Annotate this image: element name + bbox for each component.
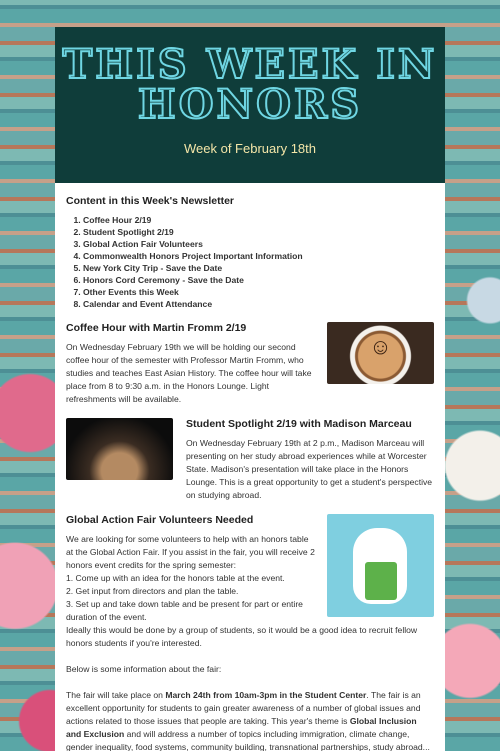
student-spotlight-section	[66, 418, 434, 502]
fair-group-note: Ideally this would be done by a group of students, so it would be a good idea to recruit fellow honors students if you're interested.	[66, 625, 418, 648]
fair-details-text: and will address a number of topics including immigration, climate change, gender inequality, food systems, community building, transnational partnerships, study abroad...	[66, 729, 430, 751]
toc-item[interactable]: 3. Global Action Fair Volunteers	[83, 238, 434, 250]
toc-item[interactable]: 5. New York City Trip - Save the Date	[83, 262, 434, 274]
newsletter-title: THIS WEEK IN HONORS	[62, 41, 438, 128]
fair-more-info: Below is some information about the fair:	[66, 664, 222, 674]
newsletter-content	[55, 183, 445, 751]
toc-item[interactable]: 7. Other Events this Week	[83, 286, 434, 298]
fair-details-text: The fair will take place on	[66, 690, 166, 700]
coffee-hour-heading: Coffee Hour with Martin Fromm 2/19	[66, 322, 247, 334]
toc-heading: Content in this Week's Newsletter	[66, 195, 235, 207]
coffee-hour-section	[66, 322, 434, 406]
spotlight-heading: Student Spotlight 2/19 with Madison Marceau	[186, 418, 412, 430]
coffee-hour-body: On Wednesday February 19th we will be holding our second coffee hour of the semester with Professor Martin Fromm, who studies and teaches East Asian History. The coffee hour will take place from 8 to 9:30 a.m. in the Honors Lounge. Light refreshments will be available.	[66, 342, 312, 404]
toc-item[interactable]: 2. Student Spotlight 2/19	[83, 226, 434, 238]
fair-date-location: March 24th from 10am-3pm in the Student Center	[165, 690, 367, 700]
fair-intro: We are looking for some volunteers to help with an honors table at the Global Action Fair. If you assist in the fair, you will receive 2 honors event credits for the spring semester:	[66, 534, 315, 570]
fair-step: 2. Get input from directors and plan the table.	[66, 586, 239, 596]
toc-item[interactable]: 6. Honors Cord Ceremony - Save the Date	[83, 274, 434, 286]
toc-item[interactable]: 8. Calendar and Event Attendance	[83, 298, 434, 310]
green-hand-image	[327, 514, 434, 617]
newsletter-card	[55, 27, 445, 751]
toc-item[interactable]: 1. Coffee Hour 2/19	[83, 214, 434, 226]
green-city-graphic	[365, 562, 397, 600]
global-action-fair-section	[66, 514, 434, 624]
fair-step: 3. Set up and take down table and be present for part or entire duration of the event.	[66, 599, 303, 622]
week-subtitle: Week of February 18th	[184, 141, 316, 156]
spotlight-body: On Wednesday February 19th at 2 p.m., Madison Marceau will presenting on her study abroad experiences while at Worcester State. Madison's presentation will take place in the Honors Lounge. This is a great opportunity to get a student's perspective on studying abroad.	[186, 438, 433, 500]
toc-item[interactable]: 4. Commonwealth Honors Project Important Information	[83, 250, 434, 262]
toc-list	[66, 214, 434, 310]
fair-step: 1. Come up with an idea for the honors table at the event.	[66, 573, 285, 583]
fair-heading: Global Action Fair Volunteers Needed	[66, 514, 254, 526]
coffee-latte-image: ☺	[327, 322, 434, 384]
fair-details	[66, 689, 434, 751]
header-banner	[55, 27, 445, 183]
fair-details-text: . The fair is an excellent opportunity for students to gain greater awareness of a number of global issues and actions related to those issues that people are taking. This year's theme is	[66, 690, 421, 726]
stage-spotlight-image	[66, 418, 173, 480]
fair-theme: Global Inclusion and Exclusion	[66, 716, 417, 739]
